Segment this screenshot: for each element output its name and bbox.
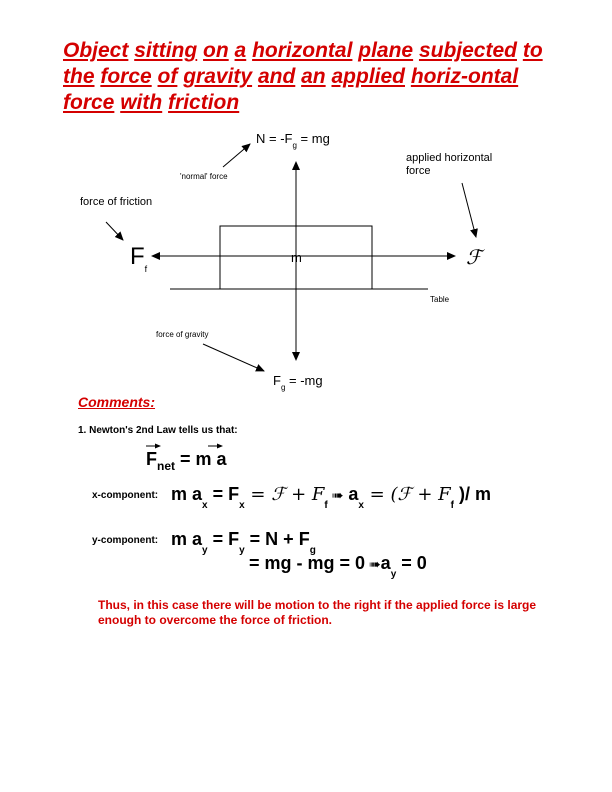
title-word: subjected [418,39,517,62]
title-word: on [203,39,229,62]
table-label: Table [430,295,450,304]
title-word: Object [63,39,129,62]
title-word: with [120,91,163,114]
normal-force-equation: $N = -F_g$ = mg [256,131,330,150]
title-word: force [100,65,152,88]
friction-symbol: $F_f$ [130,243,148,274]
title-word: applied [331,65,405,88]
title-word: gravity [183,65,253,88]
title-word: the [63,65,95,88]
applied-force-label-line2: force [406,165,431,177]
title-word: and [257,65,296,88]
title-word: force [63,91,115,114]
gravity-force-equation: $F_g = -mg$ [273,373,323,392]
mass-label: m [291,250,302,265]
conclusion-text: Thus, in this case there will be motion to the right if the applied force is large enough to overcome the force of friction. [98,598,537,627]
comment-item-1: 1. Newton's 2nd Law tells us that: [78,425,238,436]
title-word: ontal [468,65,519,88]
applied-force-label-line1: applied horizontal [406,152,493,164]
title-word: friction [168,91,240,114]
friction-force-label: force of friction [80,196,153,208]
title-word: horiz- [410,65,468,88]
y-component-equation: m $a_y = F_y = N + F_g$ [171,529,316,556]
title-word: plane [358,39,414,62]
title-word: an [301,65,326,88]
comments-heading: Comments: [78,394,156,410]
newton-second-law: $F_{net} = m$ a [146,449,227,473]
y-component-label: y-component: [92,535,159,546]
applied-force-symbol: ℱ [466,245,482,269]
x-component-equation: m $a_x = F_x$ = ℱ + $F_f$ ➠ $a_x$ = (ℱ + $F_f$ )/ m [171,484,491,511]
title-word: horizontal [252,39,353,62]
normal-force-label: 'normal' force [180,172,228,181]
title-word: a [234,39,247,62]
x-component-label: x-component: [92,490,159,501]
title-word: of [157,65,178,88]
title-word: sitting [134,39,198,62]
gravity-force-label: force of gravity [156,330,209,339]
y-component-equation-line2: = mg - mg = 0 $➠a_y = 0$ [249,553,427,580]
title-word: to [522,39,543,62]
